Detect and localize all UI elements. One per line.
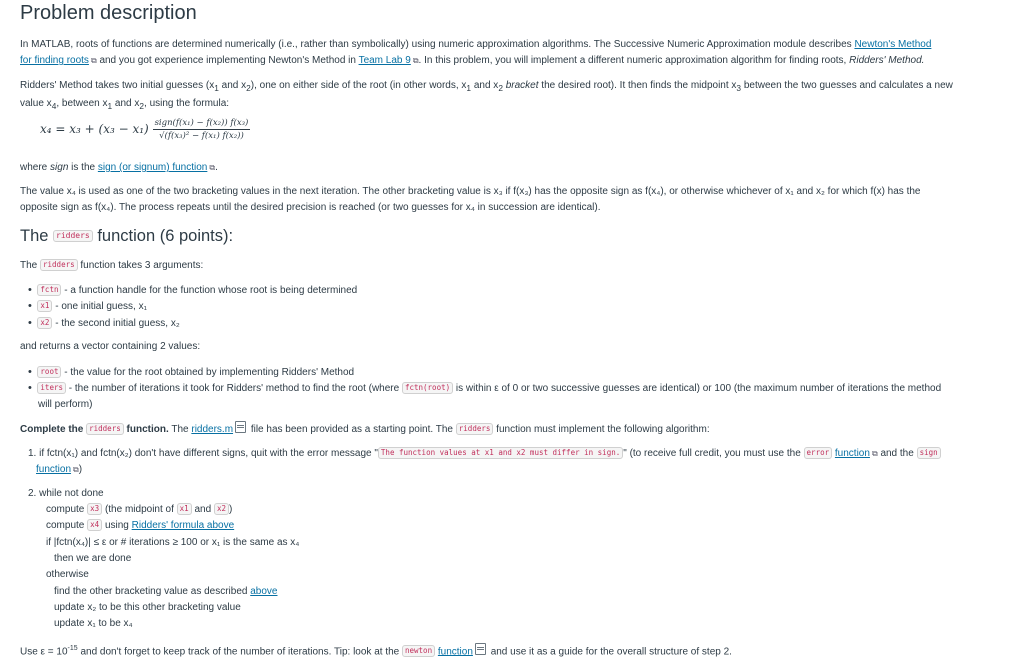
sign-function-link-2[interactable]: function xyxy=(36,464,72,475)
returns-intro: and returns a vector containing 2 values: xyxy=(20,341,201,352)
formula-fraction xyxy=(153,118,251,141)
algorithm-step-1: 1. if fctn(x₁) and fctn(x₂) don't have different signs, quit with the error message " The function values at x1 and x2 must differ in sign. " (to receive full credit, you must use the error function ⧉ and the sign function ⧉) xyxy=(28,446,1002,478)
list-item: • root - the value for the root obtained by implementing Ridders' Method xyxy=(28,366,355,378)
step-update-x1: update x₁ to be x₄ xyxy=(54,618,133,629)
step-compute-x3: compute x3 (the midpoint of x1 and x2 ) xyxy=(46,504,233,515)
error-function-link[interactable]: function xyxy=(834,448,870,459)
iteration-paragraph: The value x₄ is used as one of the two bracketing values in the next iteration. The other bracketing value is x₃ if f(x₃) has the opposite sign as f(x₄), or otherwise whichever of x₁ and x₂ for which f(x) has the opposite sign as f(x₄). The process repeats until the desired precision is reached (or two guesses for x₄ in succession are identical). xyxy=(20,186,921,213)
step-update-x2: update x₂ to be this other bracketing value xyxy=(54,602,241,613)
list-item: • fctn - a function handle for the function whose root is being determined xyxy=(28,284,358,296)
ridders-formula xyxy=(40,118,250,154)
step-compute-x4: compute x4 using Ridders' formula above xyxy=(46,520,235,531)
external-link-icon: ⧉ xyxy=(73,465,79,474)
file-icon xyxy=(235,421,246,433)
section-heading: The ridders function (6 points): xyxy=(20,227,234,245)
step-find-other: find the other bracketing value as described above xyxy=(54,586,278,597)
external-link-icon: ⧉ xyxy=(412,56,419,65)
code-ridders: ridders xyxy=(53,230,93,242)
above-link[interactable]: above xyxy=(250,586,278,597)
newtons-method-link-cont[interactable]: for finding roots xyxy=(20,55,89,66)
team-lab-link[interactable]: Team Lab 9 xyxy=(358,55,411,66)
list-item: • x2 - the second initial guess, x₂ xyxy=(28,317,180,329)
step-condition: if |fctn(x₄)| ≤ ε or # iterations ≥ 100 or x₁ is the same as x₄ xyxy=(46,537,300,548)
formula-lhs: x₄ = x₃ + (x₃ − x₁) xyxy=(40,122,149,136)
ridders-m-file-link[interactable]: ridders.m xyxy=(191,424,234,435)
formula-denominator: √(f(x₃)² − f(x₁) f(x₂)) xyxy=(159,131,244,141)
page-title: Problem description xyxy=(20,2,197,24)
external-link-icon: ⧉ xyxy=(871,449,878,458)
ridders-description: Ridders' Method takes two initial guesses ($x_1$ and $x_2$), one on either side of the root (in other words, $x_1$ and $x_2$ bracket the desired root). It then finds the midpoint $x_3$ between the two guesses and calculates a new value $x_4$, between $x_1$ and $x_2$, using the formula: xyxy=(20,80,953,111)
newton-function-link[interactable]: function xyxy=(437,646,473,658)
intro-paragraph: In MATLAB, roots of functions are determined numerically (i.e., rather than symbolically) using numeric approximation algorithms. The Successive Numeric Approximation module describes Newton's Method for finding roots ⧉ and you got experience implementing Newton's Method in Team Lab 9 ⧉. In this problem, you will implement a different numeric approximation algorithm for finding roots, Ridders' Method. xyxy=(20,39,932,66)
list-item: • iters - the number of iterations it took for Ridders' method to find the root (where fctn(root) is within ε of 0 or two successive guesses are identical) or 100 (the maximum number of iterations the method will perform) xyxy=(28,382,942,410)
formula-numerator: sign(f(x₁) − f(x₂)) f(x₃) xyxy=(154,118,249,128)
file-icon xyxy=(475,643,486,655)
step-otherwise: otherwise xyxy=(46,569,89,580)
external-link-icon: ⧉ xyxy=(90,56,97,65)
ridders-formula-link[interactable]: Ridders' formula above xyxy=(131,520,235,531)
newtons-method-link[interactable]: Newton's Method xyxy=(854,39,932,50)
external-link-icon: ⧉ xyxy=(209,163,216,172)
list-item: • x1 - one initial guess, x₁ xyxy=(28,300,147,312)
step-then: then we are done xyxy=(54,553,132,564)
sign-note: where sign is the sign (or signum) function ⧉. xyxy=(20,162,218,173)
algorithm-step-2: 2. while not done xyxy=(28,488,104,499)
complete-instructions: Complete the ridders function. The ridders.m file has been provided as a starting point. The ridders function must implement the following algorithm: xyxy=(20,421,1002,438)
arguments-intro: The ridders function takes 3 arguments: xyxy=(20,260,204,271)
sign-function-link[interactable]: sign (or signum) function xyxy=(97,162,208,173)
footer-note: Use $\varepsilon = 10^{-15}$ and don't forget to keep track of the number of iterations. Tip: look at the newton function and use it as a guide for the overall structure of step 2. xyxy=(20,645,732,658)
